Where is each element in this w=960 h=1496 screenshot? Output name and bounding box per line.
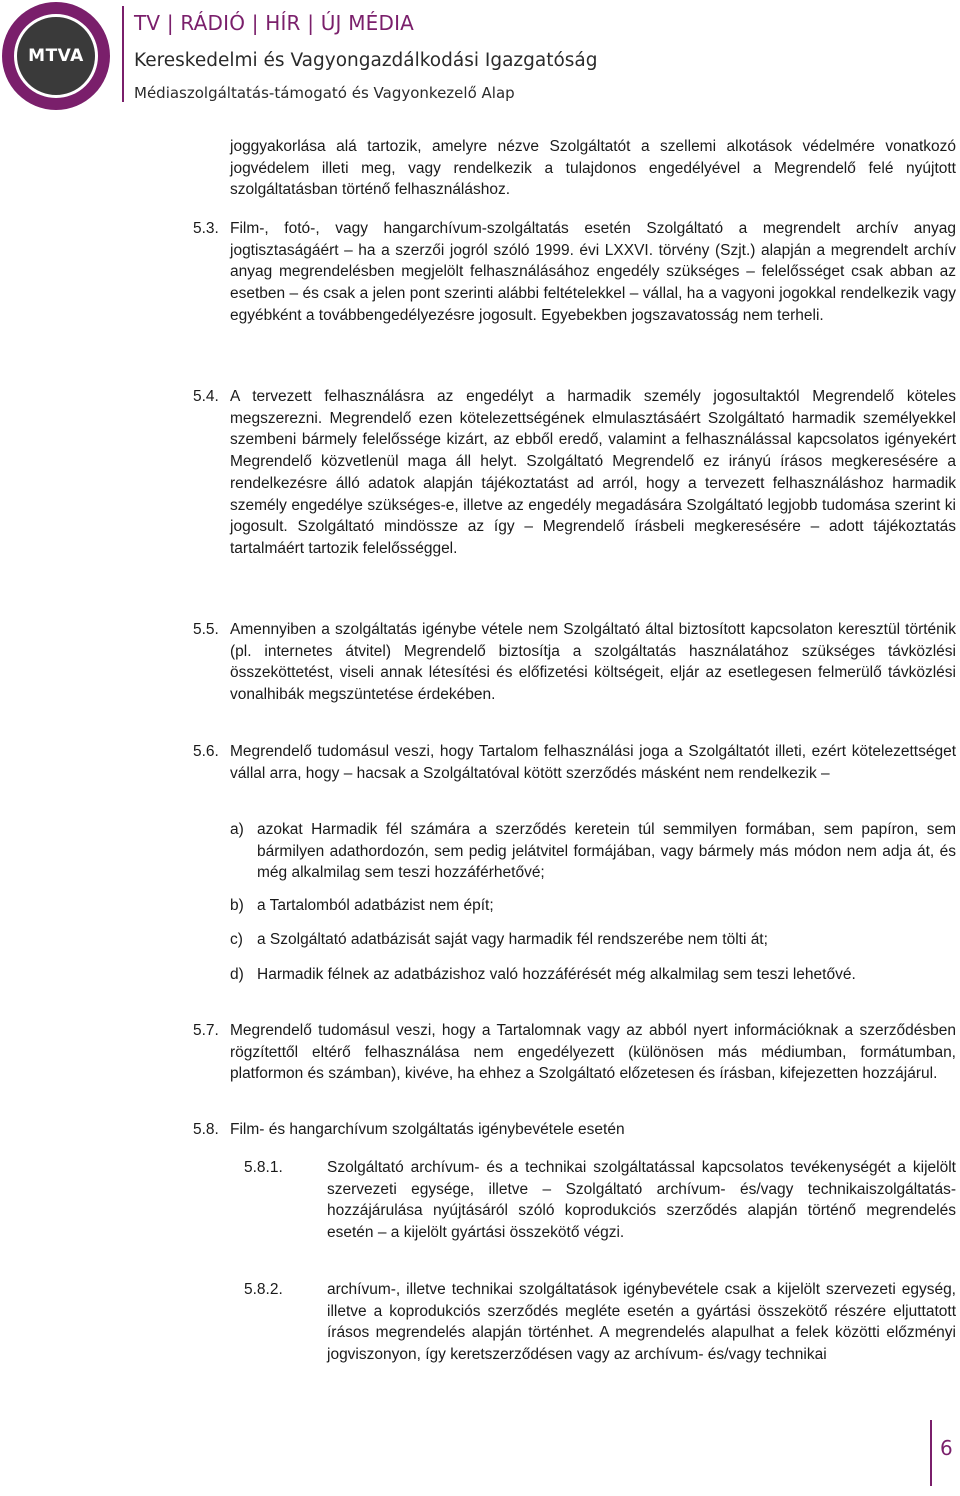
section-number: 5.8. [193, 1121, 219, 1138]
section-text: Amennyiben a szolgáltatás igénybe vétele nem Szolgáltató által biztosított kapcsolaton keresztül történik (pl. internetes átvitel) Megrendelő biztosítja a szolgáltatás használatához szükséges távközlési összeköttetést, viseli annak létesítési és előfizetési költségeit, eljár az esetlegesen felmerülő távközlési vonalhibák megszüntetése érdekében. [230, 621, 956, 704]
section-number: 5.4. [193, 388, 219, 405]
page-number: 6 [940, 1436, 953, 1460]
header-divider [122, 6, 124, 102]
intro-paragraph: joggyakorlása alá tartozik, amelyre nézve Szolgáltatót a szellemi alkotások védelmére vonatkozó jogvédelem illeti meg, vagy rendelkezik a tulajdonos engedélyével a Megrendelő felé nyújtott szolgáltatásban történő felhasználáshoz. [230, 138, 956, 199]
section-text: Megrendelő tudomásul veszi, hogy Tartalom felhasználási joga a Szolgáltatót illeti, ezért kötelezettséget vállal arra, hogy – hacsak a Szolgáltatóval kötött szerződés másként nem rendelkezik – [230, 743, 956, 782]
list-item-letter: a) [230, 821, 244, 838]
header-text [134, 8, 598, 106]
logo-inner-circle [14, 14, 98, 98]
logo-text: MTVA [28, 46, 84, 66]
section-text: Film-, fotó-, vagy hangarchívum-szolgáltatás esetén Szolgáltató a megrendelt archív anyag jogtisztaságáért – ha a szerzői jogról szóló 1999. évi LXXVI. törvény (Szjt.) alapján a megrendelt archív anyag megrendelésben megjelölt felhasználásához engedély szükséges – felelősséget csak abban az esetben – és csak a jelen pont szerinti alábbi feltételekkel – vállal, ha a vagyoni jogokkal rendelkezik vagy egyébként a továbbengedélyezésre jogosult. Egyebekben jogszavatosság nem terheli. [230, 220, 956, 324]
list-item-letter: b) [230, 897, 244, 914]
list-item-text: azokat Harmadik fél számára a szerződés keretein túl semmilyen formában, sem papíron, sem bármilyen adathordozón, sem pedig jelátvitel formájában, vagy bármely más módon nem adja át, és még alkalmilag sem teszi hozzáférhetővé; [257, 821, 956, 882]
footer-divider [930, 1420, 932, 1486]
section-number: 5.7. [193, 1022, 219, 1039]
header-title: TV | RÁDIÓ | HÍR | ÚJ MÉDIA [134, 11, 415, 35]
section-number: 5.5. [193, 621, 219, 638]
section-text: A tervezett felhasználásra az engedélyt a harmadik személy jogosultaktól Megrendelő köteles megszerezni. Megrendelő ezen kötelezettségének elmulasztásáért Szolgáltató harmadik személyekkel szembeni bármely felelőssége kizárt, az ebből eredő, valamint a felhasználással kapcsolatos igényekért Megrendelő közvetlenül maga áll helyt. Szolgáltató Megrendelő ez irányú írásos megkeresésére a rendelkezésre álló adatok alapján tájékoztatást ad arról, hogy a tervezett felhasználáshoz harmadik személy engedélye szükséges-e, illetve az engedély megadására Szolgáltató legjobb tudomása szerint ki jogosult. Szolgáltató mindössze az így – Megrendelő írásbeli megkeresésére – adott tájékoztatás tartalmáért tartozik felelősséggel. [230, 388, 956, 557]
subsection-number: 5.8.2. [244, 1281, 283, 1298]
section-number: 5.3. [193, 220, 219, 237]
section-text: Megrendelő tudomásul veszi, hogy a Tartalomnak vagy az abból nyert információknak a szerződésben rögzítettől eltérő felhasználása nem engedélyezett (különösen más médiumban, formátumban, platformon és számban), kivéve, ha ehhez a Szolgáltató előzetesen és írásban, kifejezetten hozzájárul. [230, 1022, 956, 1083]
section-text: Film- és hangarchívum szolgáltatás igénybevétele esetén [230, 1121, 625, 1138]
list-item-letter: c) [230, 931, 243, 948]
section-number: 5.6. [193, 743, 219, 760]
subsection-text: Szolgáltató archívum- és a technikai szolgáltatással kapcsolatos tevékenységét a kijelölt szervezeti egysége, illetve – Szolgáltató archívum- és/vagy technikaiszolgáltatás-hozzájárulása nyújtásáról szóló koprodukciós szerződés alapján történő megrendelés esetén – a kijelölt gyártási összekötő végzi. [327, 1159, 956, 1242]
subsection-text: archívum-, illetve technikai szolgáltatások igénybevétele csak a kijelölt szervezeti egység, illetve a koprodukciós szerződés megléte esetén a gyártási összekötő részére eljuttatott írásos megrendelés alapján történhet. A megrendelés alapulhat a felek közötti előzményi jogviszonyon, így keretszerződésen vagy az archívum- és/vagy technikai [327, 1281, 956, 1364]
header-fund: Médiaszolgáltatás-támogató és Vagyonkezelő Alap [134, 84, 515, 102]
list-item-text: Harmadik félnek az adatbázishoz való hozzáférését még alkalmilag sem teszi lehetővé. [257, 966, 856, 983]
header-directorate: Kereskedelmi és Vagyongazdálkodási Igazgatóság [134, 50, 598, 71]
list-item-letter: d) [230, 966, 244, 983]
subsection-number: 5.8.1. [244, 1159, 283, 1176]
mtva-logo [2, 2, 110, 110]
list-item-text: a Szolgáltató adatbázisát saját vagy harmadik fél rendszerébe nem tölti át; [257, 931, 768, 948]
list-item-text: a Tartalomból adatbázist nem épít; [257, 897, 494, 914]
